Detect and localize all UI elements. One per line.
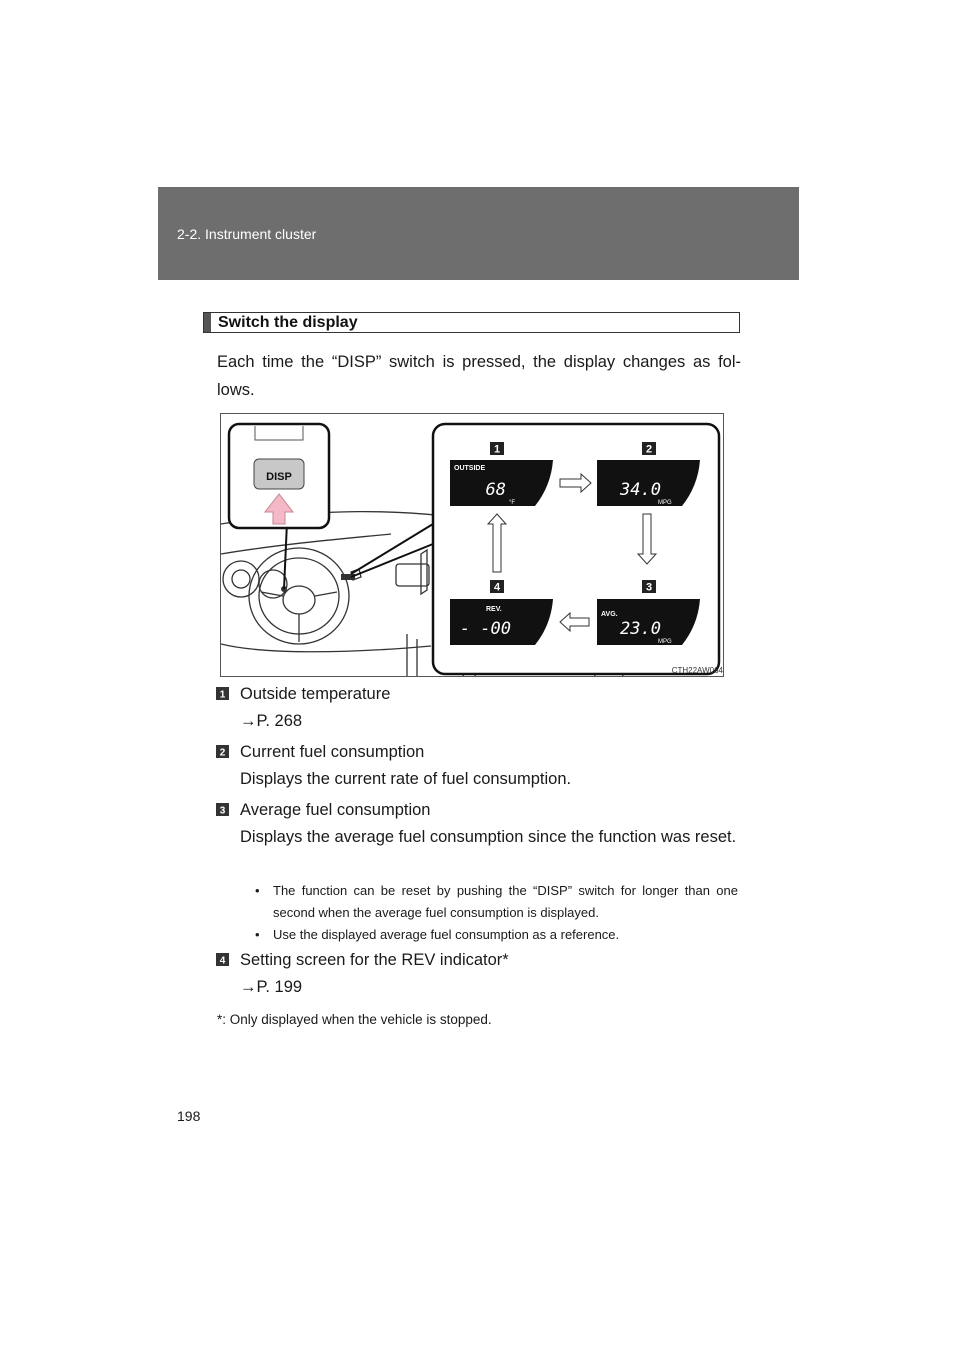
figure-code: CTH22AW064 [671, 666, 723, 675]
item-description: Displays the average fuel consumption since the function was reset. [240, 828, 737, 846]
svg-text:1: 1 [493, 443, 501, 456]
svg-text:2: 2 [645, 443, 653, 456]
svg-text:3: 3 [219, 805, 226, 816]
number-badge-3 [216, 803, 229, 816]
section-title: 2-2. Instrument cluster [177, 226, 317, 242]
screen-rev [450, 599, 553, 645]
svg-text:OUTSIDE: OUTSIDE [454, 465, 486, 472]
note-item: • The function can be reset by pushing the “DISP” switch for longer than one second when the average fuel consumption is displayed. [255, 883, 738, 920]
disp-label: DISP [266, 471, 292, 483]
svg-text:REV.: REV. [486, 606, 502, 613]
svg-text:3: 3 [645, 581, 653, 594]
item-description: →P. 199 [240, 978, 303, 996]
item-title: Current fuel consumption [240, 743, 425, 761]
item-title: Setting screen for the REV indicator* [240, 951, 509, 969]
screen-outside [450, 460, 553, 506]
svg-text:MPG: MPG [658, 639, 672, 645]
item-title: Outside temperature [240, 685, 391, 703]
svg-text:68: 68 [485, 480, 506, 500]
note-item: • Use the displayed average fuel consumption as a reference. [255, 927, 620, 942]
svg-text:1: 1 [219, 689, 226, 700]
item-description: →P. 268 [240, 712, 303, 730]
number-badge-2 [216, 745, 229, 758]
item-description: Displays the current rate of fuel consumption. [240, 770, 572, 788]
intro-paragraph: Each time the “DISP” switch is pressed, the display changes as fol-lows. [217, 353, 741, 399]
footnote: *: Only displayed when the vehicle is stopped. [217, 1012, 492, 1027]
svg-text:4: 4 [493, 581, 501, 594]
screen-average [597, 599, 700, 645]
heading-marker [204, 313, 211, 332]
heading-text: Switch the display [218, 314, 358, 331]
page-number: 198 [177, 1108, 201, 1124]
svg-text:MPG: MPG [658, 500, 672, 506]
svg-text:34.0: 34.0 [620, 480, 661, 500]
svg-text:- -00: - -00 [459, 619, 511, 639]
svg-text:°F: °F [509, 500, 516, 506]
svg-text:4: 4 [219, 955, 226, 966]
svg-text:23.0: 23.0 [620, 619, 661, 639]
display-illustration [220, 413, 724, 677]
notes-list [255, 880, 738, 946]
svg-text:2: 2 [219, 747, 226, 758]
item-title: Average fuel consumption [240, 801, 431, 819]
section-heading [203, 312, 740, 333]
number-badge-4 [216, 953, 229, 966]
svg-text:AVG.: AVG. [601, 611, 618, 618]
screen-current [597, 460, 700, 506]
number-badge-1 [216, 687, 229, 700]
